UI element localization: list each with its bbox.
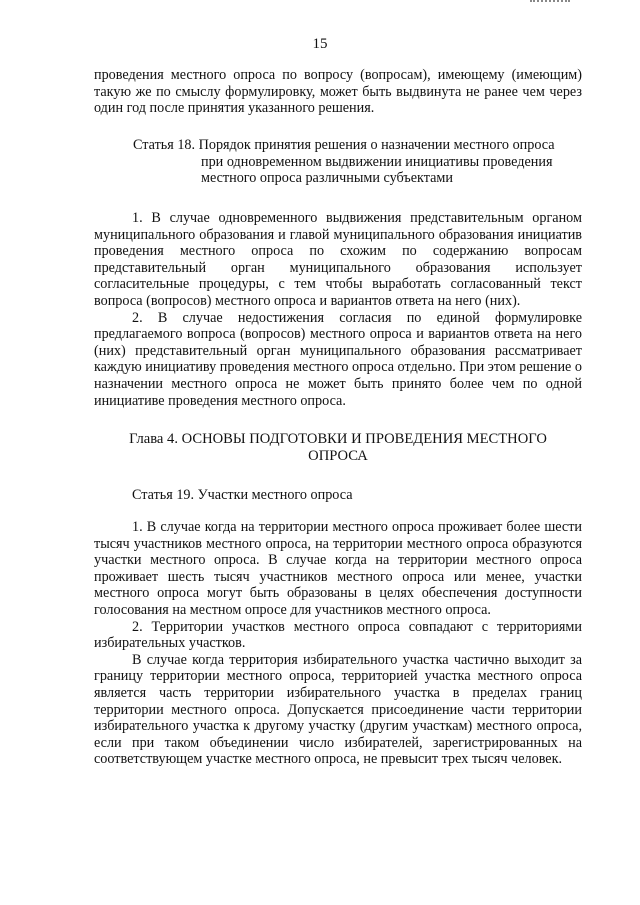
intro-text	[94, 67, 582, 117]
article-19-paragraph-3: В случае когда территория избирательного участка частично выходит за границу территории местного опроса, территорией участка местного опроса является часть территории избирательного участка в пределах границ территории местного опроса. Допускается присоединение части территории избирательного участка к другому участку (другим участкам) местного опроса, если при таком объединении число избирателей, зарегистрированных на соответствующем участке местного опроса, не превысит трех тысяч человек.	[94, 651, 582, 768]
article-19-title: Статья 19. Участки местного опроса	[132, 487, 353, 503]
article-18-body	[94, 210, 582, 409]
chapter-4-title-line-2: ОПРОСА	[308, 447, 368, 464]
article-18-heading	[133, 137, 583, 187]
chapter-4-title-line-1: Глава 4. ОСНОВЫ ПОДГОТОВКИ И ПРОВЕДЕНИЯ МЕСТНОГО	[129, 431, 547, 447]
article-18-paragraph-1: 1. В случае одновременного выдвижения представительным органом муниципального образования и главой муниципального образования инициатив проведения местного опроса по схожим по содержанию вопросам представительный орган муниципального образования использует согласительные процедуры, с тем чтобы выработать согласованный текст вопроса (вопросов) местного опроса и вариантов ответа на него (них).	[94, 210, 582, 309]
article-19-body	[94, 519, 582, 768]
intro-paragraph: проведения местного опроса по вопросу (вопросам), имеющему (имеющим) такую же по смыслу формулировку, может быть выдвинута не ранее чем через один год после принятия указанного решения.	[94, 67, 582, 117]
chapter-4-heading	[94, 431, 582, 464]
article-18-title-line-3: местного опроса различными субъектами	[201, 170, 453, 187]
article-18-paragraph-2: 2. В случае недостижения согласия по единой формулировке предлагаемого вопроса (вопросов) местного опроса и вариантов ответа на него (них) представительный орган муниципального образования рассматривает каждую инициативу проведения местного опроса отдельно. При этом решение о назначении местного опроса не может быть принято более чем по одной инициативе проведения местного опроса.	[94, 309, 582, 409]
article-19-paragraph-2: 2. Территории участков местного опроса совпадают с территориями избирательных участков.	[94, 618, 582, 652]
scan-mark	[530, 0, 570, 4]
page-number: 15	[312, 36, 328, 52]
article-19-paragraph-1: 1. В случае когда на территории местного опроса проживает более шести тысяч участников местного опроса, на территории местного опроса образуются участки местного опроса. В случае когда на территории местного опроса проживает шесть тысяч участников местного опроса или менее, участки местного опроса могут быть образованы в целях обеспечения доступности голосования на местном опросе для участников местного опроса.	[94, 519, 582, 618]
article-19-heading	[132, 487, 353, 504]
article-18-title-line-2: при одновременном выдвижении инициативы проведения	[201, 153, 553, 170]
article-18-title-line-1: Статья 18. Порядок принятия решения о назначении местного опроса	[133, 137, 555, 153]
